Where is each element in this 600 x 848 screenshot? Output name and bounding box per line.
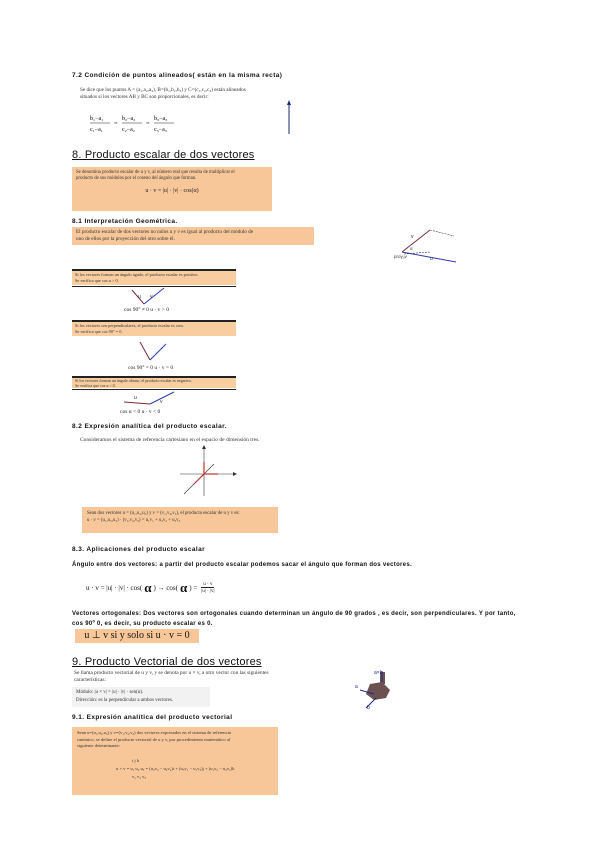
angle-formula bbox=[86, 580, 214, 596]
obtuse-angle-box bbox=[72, 378, 236, 388]
properties-box bbox=[72, 687, 210, 707]
svg-text:u: u bbox=[138, 294, 141, 300]
obtuse-angle-figure bbox=[120, 390, 180, 410]
svg-text:c₂−a₂: c₂−a₂ bbox=[122, 127, 135, 133]
section-8-title: 8. Producto escalar de dos vectores bbox=[72, 149, 255, 161]
right-hand-rule-icon bbox=[352, 668, 402, 710]
paragraph-line: Se denomina producto escalar de u y v, al número real que resulta de multiplicar el bbox=[76, 170, 235, 175]
paragraph-line: Sean dos vectores u = (u₁,u₂,u₃) y v = (v₁,v₂,v₃), el producto escalar de u y v es: bbox=[87, 511, 240, 516]
section-9-1-title: 9.1. Expresión analítica del producto vectorial bbox=[72, 714, 233, 721]
paragraph-line: El producto escalar de dos vectores no nulos u y v es igual al producto del módulo de bbox=[76, 229, 254, 235]
fraction-denominator: |u| · |v| bbox=[201, 589, 215, 594]
paragraph-line: Si los vectores forman un ángulo obtuso, el producto escalar es negativo. bbox=[75, 378, 192, 383]
ortho-text: Dos vectores son ortogonales cuando determinan un ángulo de 90 grados , es decir, son perpendiculares. Y por tanto, bbox=[141, 611, 516, 617]
fig-label: α bbox=[410, 246, 413, 251]
alpha-symbol: α bbox=[144, 580, 152, 595]
angle-text: a partir del producto escalar podemos sacar el ángulo que forman dos vectores. bbox=[157, 562, 412, 568]
perpendicular-box bbox=[72, 322, 236, 336]
determinant-row: v₁ v₂ v₃ bbox=[132, 774, 146, 779]
projection-figure bbox=[394, 224, 464, 264]
orthogonal-paragraph bbox=[72, 609, 542, 629]
paragraph-line: canónico, se define el producto vectorial de u y v, por procedimiento matemático al bbox=[77, 736, 231, 742]
acute-angle-caption: cos 90° ≠ 0 u · v > 0 bbox=[124, 307, 169, 313]
svg-text:u: u bbox=[134, 395, 137, 401]
obtuse-angle-caption: cos α < 0 u · v < 0 bbox=[120, 409, 161, 415]
cross-product-definition bbox=[74, 670, 344, 684]
paragraph-line: producto de sus módulos por el coseno del ángulo que forman. bbox=[76, 176, 197, 181]
paragraph-line: Se llama producto vectorial de u y v, y se denota por u × v, a otro vector con las siguientes bbox=[74, 670, 269, 676]
acute-angle-box bbox=[72, 271, 236, 285]
fraction bbox=[201, 582, 214, 594]
svg-text:b₂−a₂: b₂−a₂ bbox=[122, 116, 136, 122]
determinant-rhs: = (u₂v₃ − u₃v₂)i + (u₃v₁ − u₁v₃)j + (u₁v₂ − u₂v₁)k bbox=[145, 766, 235, 771]
determinant bbox=[116, 757, 235, 781]
paragraph-line: Se verifica que cos 90° = 0. bbox=[75, 328, 123, 334]
section-8-3-title: 8.3. Aplicaciones del producto escalar bbox=[72, 546, 206, 553]
a-label: a bbox=[355, 684, 358, 690]
definition-box bbox=[72, 167, 272, 211]
svg-text:b₃−a₃: b₃−a₃ bbox=[154, 116, 168, 122]
fig-label: proyᵤv bbox=[394, 254, 407, 259]
svg-text:v: v bbox=[150, 294, 153, 300]
formula-part: u · v = |u| · |v| · cos( bbox=[86, 584, 143, 592]
section-8-2-intro: Consideramos el sistema de referencia cartesiano en el espacio de dimensión tres. bbox=[80, 437, 260, 443]
alignment-formula bbox=[88, 112, 218, 134]
perpendicular-figure bbox=[136, 338, 170, 364]
paragraph-line: siguiente determinante: bbox=[77, 743, 120, 748]
paragraph-line: características: bbox=[74, 677, 107, 683]
fraction-numerator: u · v bbox=[203, 582, 213, 587]
ortho-text: cos 90º 0, es decir, su producto escalar es 0. bbox=[72, 621, 213, 627]
cross-product-analytic-box bbox=[72, 727, 278, 795]
direction-line: Dirección: es la perpendicular a ambos vectores. bbox=[76, 698, 174, 703]
paragraph-line: uno de ellos por la proyección del otro sobre él. bbox=[76, 235, 175, 242]
section-7-2-title: 7.2 Condición de puntos alineados( están en la misma recta) bbox=[72, 72, 283, 79]
paragraph-line: Se dice que los puntos A = (a₁,a₂,a₃), B=(b₁,b₂,b₃) y C=(c₁,c₂,c₃) están alineados bbox=[80, 87, 246, 93]
paragraph-line: Se verifica que cos α < 0. bbox=[75, 382, 116, 388]
dot-product-formula: u · v = |u| · |v| · cos(α) bbox=[145, 188, 199, 194]
paragraph-line: Si los vectores forman un ángulo agudo, el producto escalar es positivo. bbox=[75, 272, 199, 277]
fig-label: v bbox=[411, 234, 414, 240]
perpendicular-caption: cos 90° = 0 u · v = 0 bbox=[128, 365, 174, 371]
alignment-fractions bbox=[88, 112, 218, 134]
section-8-1-title: 8.1 Interpretación Geométrica. bbox=[72, 218, 178, 225]
vertical-arrow-icon bbox=[286, 100, 292, 136]
paragraph-line: situados si los vectores AB y BC son proporcionales, es decir: bbox=[80, 94, 209, 100]
alpha-symbol: α bbox=[179, 580, 188, 595]
angle-paragraph bbox=[72, 562, 532, 568]
formula-part: ) = bbox=[189, 584, 198, 592]
formula-part: ) → cos( bbox=[153, 584, 178, 592]
acute-angle-figure bbox=[130, 286, 172, 308]
svg-text:=: = bbox=[114, 121, 118, 127]
svg-text:c₁−a₁: c₁−a₁ bbox=[90, 127, 103, 133]
ortho-label: Vectores ortogonales: bbox=[72, 611, 142, 617]
section-7-2-text bbox=[80, 87, 330, 101]
paragraph-line: Sean u=(u₁,u₂,u₃) y v=(v₁,v₂,v₃) dos vectores expresados en el sistema de referencia bbox=[77, 730, 231, 735]
paragraph-line: Si los vectores son perpendiculares, el producto escalar es cero. bbox=[75, 323, 185, 328]
paragraph-line: Se verifica que cos α > 0. bbox=[75, 277, 119, 283]
fig-label: u bbox=[430, 256, 433, 262]
section-8-2-title: 8.2 Expresión analítica del producto escalar. bbox=[72, 423, 227, 430]
cartesian-axes-figure bbox=[174, 444, 238, 500]
axb-label: a×b bbox=[374, 670, 383, 676]
determinant-row: u₁ u₂ u₃ bbox=[130, 766, 145, 771]
angle-label: Ángulo entre dos vectores: bbox=[72, 562, 158, 568]
orthogonal-formula: u ⊥ v si y solo si u · v = 0 bbox=[75, 629, 199, 643]
svg-text:=: = bbox=[146, 121, 150, 127]
svg-text:b₁−a₁: b₁−a₁ bbox=[90, 116, 104, 122]
geometric-interpretation-box bbox=[72, 227, 314, 245]
vector-v bbox=[402, 230, 430, 252]
b-label: b bbox=[367, 705, 370, 710]
svg-text:v: v bbox=[160, 399, 163, 405]
determinant-row: i j k bbox=[132, 758, 140, 763]
analytic-expression-box bbox=[82, 507, 278, 533]
section-9-title: 9. Producto Vectorial de dos vectores bbox=[72, 656, 262, 668]
paragraph-line: u · v = (u₁,u₂,u₃) · (v₁,v₂,v₃) = u₁v₁ + u₂v₂ + u₃v₃ bbox=[87, 518, 181, 523]
determinant-lhs: u × v = bbox=[116, 766, 130, 771]
modulo-line: Módulo: |u × v| = |u| · |v| · sen(α). bbox=[76, 690, 144, 695]
svg-text:c₃−a₃: c₃−a₃ bbox=[154, 127, 167, 133]
